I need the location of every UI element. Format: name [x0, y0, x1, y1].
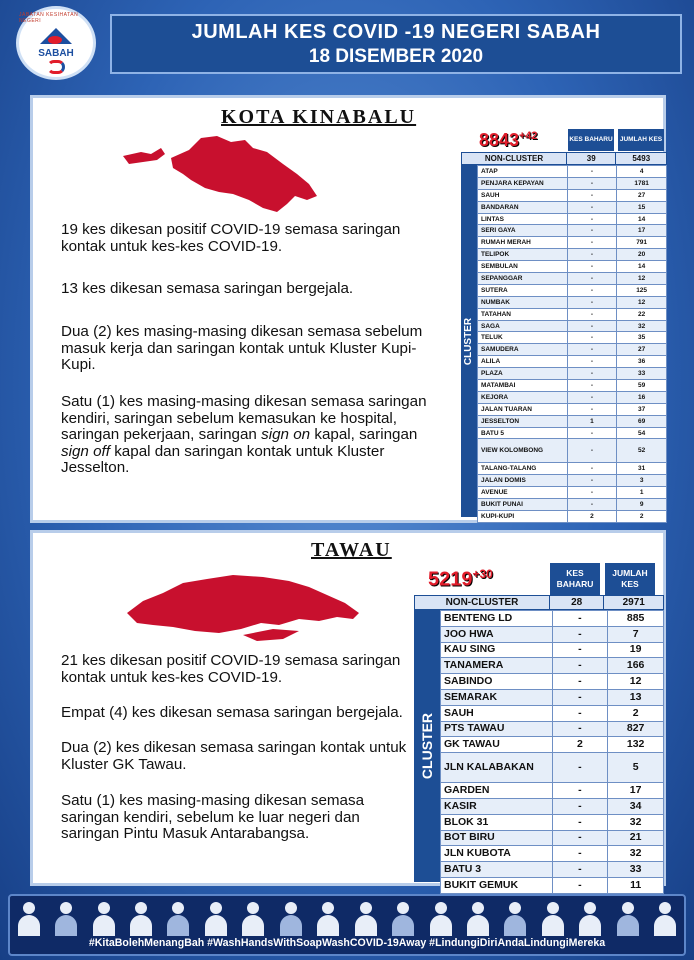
person-icon	[353, 900, 379, 936]
cluster-name-cell: BUKIT PUNAI	[478, 499, 568, 511]
table-row	[441, 705, 664, 721]
cluster-name-cell: SUTERA	[478, 284, 568, 296]
table-row	[478, 177, 667, 189]
kk-cluster-label: CLUSTER	[461, 165, 477, 517]
cluster-new-cell: -	[567, 249, 617, 261]
person-icon	[128, 900, 154, 936]
cluster-name-cell: BATU 3	[441, 862, 553, 878]
cluster-name-cell: JLN KUBOTA	[441, 846, 553, 862]
cluster-name-cell: PTS TAWAU	[441, 721, 553, 737]
cluster-name-cell: JALAN TUARAN	[478, 403, 568, 415]
cluster-new-cell: -	[567, 487, 617, 499]
cluster-new-cell: -	[567, 213, 617, 225]
cluster-new-cell: -	[552, 753, 608, 783]
cluster-name-cell: PENJARA KEPAYAN	[478, 177, 568, 189]
cluster-total-cell: 33	[617, 368, 667, 380]
cluster-new-cell: -	[552, 814, 608, 830]
table-row	[478, 332, 667, 344]
table-row	[478, 237, 667, 249]
cluster-new-cell: -	[567, 273, 617, 285]
frontliner-figures	[10, 898, 684, 936]
person-icon	[53, 900, 79, 936]
cluster-new-cell: -	[567, 368, 617, 380]
cluster-total-cell: 31	[617, 463, 667, 475]
cluster-total-cell: 54	[617, 427, 667, 439]
footer-banner	[8, 894, 686, 956]
cluster-new-cell: -	[552, 783, 608, 799]
table-row	[441, 658, 664, 674]
cluster-new-cell: -	[567, 166, 617, 178]
table-row	[478, 189, 667, 201]
tawau-col-total-cases: JUMLAH KES	[605, 563, 655, 595]
cluster-name-cell: JESSELTON	[478, 415, 568, 427]
person-icon	[465, 900, 491, 936]
kk-p4-sign-off: sign off	[61, 442, 110, 460]
table-row	[478, 475, 667, 487]
kk-p4-part-c: kapal dan saringan kontak untuk Kluster Jesselton.	[61, 442, 385, 477]
cluster-new-cell: 2	[552, 737, 608, 753]
person-icon	[502, 900, 528, 936]
person-icon	[390, 900, 416, 936]
cluster-total-cell: 1781	[617, 177, 667, 189]
kk-paragraph-2: 13 kes dikesan semasa saringan bergejala.	[61, 280, 354, 297]
kk-p4-part-a: Satu (1) kes masing-masing dikesan semasa saringan kendiri, saringan sebelum kemasukan ke hospital, saringan pekerjaan, saringan	[61, 393, 427, 444]
tawau-paragraph-4: Satu (1) kes masing-masing dikesan semasa saringan kendiri, sebelum ke luar negeri dan saringan Pintu Masuk Antarabangsa.	[61, 792, 365, 843]
cluster-new-cell: -	[567, 380, 617, 392]
footer-hashtags: #KitaBolehMenangBah #WashHandsWithSoapWashCOVID-19Away #LindungiDiriAndaLindungiMereka	[88, 937, 606, 949]
kk-non-cluster-row	[461, 152, 667, 165]
cluster-new-cell: -	[552, 674, 608, 690]
cluster-total-cell: 12	[608, 674, 664, 690]
cluster-name-cell: GARDEN	[441, 783, 553, 799]
tawau-non-cluster-total: 2971	[622, 597, 645, 608]
cluster-name-cell: KEJORA	[478, 391, 568, 403]
person-icon	[615, 900, 641, 936]
cluster-new-cell: -	[552, 877, 608, 893]
cluster-new-cell: -	[552, 689, 608, 705]
cluster-total-cell: 5	[608, 753, 664, 783]
cluster-new-cell: -	[567, 499, 617, 511]
cluster-name-cell: TELUK	[478, 332, 568, 344]
kota-kinabalu-map-icon	[121, 134, 321, 218]
table-row	[478, 463, 667, 475]
logo-s-icon	[47, 60, 65, 74]
table-row	[441, 814, 664, 830]
table-row	[478, 344, 667, 356]
cluster-total-cell: 12	[617, 273, 667, 285]
cluster-name-cell: KASIR	[441, 798, 553, 814]
cluster-total-cell: 33	[608, 862, 664, 878]
person-icon	[315, 900, 341, 936]
page-title: JUMLAH KES COVID -19 NEGERI SABAH	[191, 20, 601, 43]
cluster-total-cell: 20	[617, 249, 667, 261]
tawau-col-new-cases: KES BAHARU	[550, 563, 600, 595]
cluster-total-cell: 9	[617, 499, 667, 511]
cluster-new-cell: -	[552, 846, 608, 862]
cluster-name-cell: BENTENG LD	[441, 611, 553, 627]
cluster-new-cell: -	[567, 261, 617, 273]
cluster-name-cell: JLN KALABAKAN	[441, 753, 553, 783]
cluster-total-cell: 15	[617, 201, 667, 213]
cluster-total-cell: 12	[617, 296, 667, 308]
cluster-new-cell: -	[567, 475, 617, 487]
table-row	[441, 753, 664, 783]
table-row	[478, 320, 667, 332]
kk-non-cluster-new: 39	[567, 153, 617, 164]
cluster-name-cell: KUPI-KUPI	[478, 511, 568, 523]
table-row	[478, 261, 667, 273]
table-row	[478, 415, 667, 427]
cluster-total-cell: 11	[608, 877, 664, 893]
cluster-name-cell: SABINDO	[441, 674, 553, 690]
cluster-new-cell: -	[567, 356, 617, 368]
cluster-new-cell: -	[552, 862, 608, 878]
cluster-name-cell: BUKIT GEMUK	[441, 877, 553, 893]
cluster-name-cell: TANAMERA	[441, 658, 553, 674]
tawau-non-cluster-new: 28	[550, 596, 605, 609]
cluster-name-cell: GK TAWAU	[441, 737, 553, 753]
table-row	[478, 511, 667, 523]
cluster-new-cell: -	[567, 225, 617, 237]
cluster-new-cell: -	[567, 439, 617, 463]
cluster-new-cell: -	[567, 284, 617, 296]
cluster-total-cell: 4	[617, 166, 667, 178]
cluster-name-cell: SEMARAK	[441, 689, 553, 705]
cluster-name-cell: LINTAS	[478, 213, 568, 225]
table-row	[478, 201, 667, 213]
table-row	[478, 225, 667, 237]
cluster-name-cell: BANDARAN	[478, 201, 568, 213]
table-row	[478, 296, 667, 308]
cluster-total-cell: 37	[617, 403, 667, 415]
kk-paragraph-4	[61, 394, 433, 477]
cluster-new-cell: -	[567, 344, 617, 356]
tawau-paragraph-1: 21 kes dikesan positif COVID-19 semasa saringan kontak untuk kes-kes COVID-19.	[61, 652, 401, 686]
cluster-total-cell: 16	[617, 391, 667, 403]
page-date: 18 DISEMBER 2020	[308, 45, 484, 67]
cluster-new-cell: -	[567, 189, 617, 201]
cluster-name-cell: KAU SING	[441, 642, 553, 658]
table-row	[441, 737, 664, 753]
person-icon	[428, 900, 454, 936]
cluster-total-cell: 885	[608, 611, 664, 627]
cluster-total-cell: 13	[608, 689, 664, 705]
cluster-total-cell: 1	[617, 487, 667, 499]
table-row	[478, 403, 667, 415]
cluster-new-cell: -	[567, 391, 617, 403]
district-title: KOTA KINABALU	[221, 106, 417, 128]
cluster-name-cell: SAGA	[478, 320, 568, 332]
cluster-name-cell: RUMAH MERAH	[478, 237, 568, 249]
cluster-new-cell: -	[567, 332, 617, 344]
kk-paragraph-3: Dua (2) kes masing-masing dikesan semasa sebelum masuk kerja dan saringan kontak untuk Kluster Kupi-Kupi.	[61, 323, 423, 374]
cluster-new-cell: -	[567, 296, 617, 308]
cluster-name-cell: NUMBAK	[478, 296, 568, 308]
cluster-new-cell: -	[552, 721, 608, 737]
cluster-name-cell: SEMBULAN	[478, 261, 568, 273]
table-row	[478, 356, 667, 368]
tawau-cluster-table	[440, 610, 664, 894]
cluster-total-cell: 59	[617, 380, 667, 392]
cluster-total-cell: 22	[617, 308, 667, 320]
cluster-name-cell: SAMUDERA	[478, 344, 568, 356]
kota-kinabalu-panel	[30, 95, 666, 523]
cluster-new-cell: -	[567, 403, 617, 415]
cluster-name-cell: SAUH	[478, 189, 568, 201]
cluster-total-cell: 32	[608, 846, 664, 862]
cluster-name-cell: BLOK 31	[441, 814, 553, 830]
cluster-name-cell: ALILA	[478, 356, 568, 368]
cluster-total-cell: 35	[617, 332, 667, 344]
district-title: TAWAU	[311, 539, 392, 561]
kk-paragraph-1: 19 kes dikesan positif COVID-19 semasa saringan kontak untuk kes-kes COVID-19.	[61, 221, 401, 255]
cluster-new-cell: -	[567, 427, 617, 439]
table-row	[441, 611, 664, 627]
kk-non-cluster-total: 5493	[632, 154, 651, 163]
cluster-total-cell: 19	[608, 642, 664, 658]
tawau-total: $5219^{+30}$	[428, 567, 493, 591]
table-row	[478, 213, 667, 225]
tawau-paragraph-2: Empat (4) kes dikesan semasa saringan bergejala.	[61, 704, 403, 721]
cluster-total-cell: 125	[617, 284, 667, 296]
person-icon	[577, 900, 603, 936]
cluster-total-cell: 14	[617, 261, 667, 273]
cluster-new-cell: -	[552, 626, 608, 642]
table-row	[478, 427, 667, 439]
table-row	[441, 798, 664, 814]
cluster-total-cell: 34	[608, 798, 664, 814]
cluster-name-cell: TATAHAN	[478, 308, 568, 320]
page-title-box	[110, 14, 682, 74]
cluster-total-cell: 166	[608, 658, 664, 674]
table-row	[441, 830, 664, 846]
cluster-new-cell: -	[552, 830, 608, 846]
cluster-new-cell: -	[552, 658, 608, 674]
table-row	[441, 721, 664, 737]
tawau-non-cluster-row	[414, 595, 664, 610]
cluster-name-cell: JOO HWA	[441, 626, 553, 642]
cluster-total-cell: 17	[617, 225, 667, 237]
cluster-name-cell: MATAMBAI	[478, 380, 568, 392]
table-row	[478, 308, 667, 320]
cluster-name-cell: BATU 5	[478, 427, 568, 439]
cluster-total-cell: 2	[608, 705, 664, 721]
cluster-name-cell: TALANG-TALANG	[478, 463, 568, 475]
logo-name: SABAH	[38, 48, 74, 59]
cluster-name-cell: SAUH	[441, 705, 553, 721]
kk-col-total-cases: JUMLAH KES	[618, 129, 664, 151]
cluster-new-cell: -	[567, 463, 617, 475]
cluster-name-cell: PLAZA	[478, 368, 568, 380]
person-icon	[16, 900, 42, 936]
kk-col-new-cases: KES BAHARU	[568, 129, 614, 151]
table-row	[441, 626, 664, 642]
tawau-paragraph-3: Dua (2) kes dikesan semasa saringan kontak untuk Kluster GK Tawau.	[61, 739, 407, 773]
tawau-non-cluster-label: NON-CLUSTER	[415, 596, 550, 609]
table-row	[478, 166, 667, 178]
cluster-total-cell: 132	[608, 737, 664, 753]
table-row	[478, 368, 667, 380]
mountain-icon	[36, 26, 76, 46]
cluster-new-cell: -	[552, 798, 608, 814]
cluster-name-cell: VIEW KOLOMBONG	[478, 439, 568, 463]
table-row	[441, 689, 664, 705]
cluster-total-cell: 7	[608, 626, 664, 642]
kk-cluster-table	[477, 165, 667, 523]
tawau-map-icon	[123, 573, 363, 643]
table-row	[441, 642, 664, 658]
table-row	[478, 380, 667, 392]
cluster-total-cell: 2	[617, 511, 667, 523]
person-icon	[240, 900, 266, 936]
person-icon	[91, 900, 117, 936]
cluster-total-cell: 791	[617, 237, 667, 249]
jkn-sabah-logo	[16, 6, 96, 80]
cluster-new-cell: 1	[567, 415, 617, 427]
kk-p4-sign-on: sign on	[261, 426, 311, 444]
table-row	[441, 783, 664, 799]
table-row	[441, 674, 664, 690]
kk-total: $8843^{+42}$	[479, 130, 538, 150]
table-row	[478, 391, 667, 403]
cluster-total-cell: 32	[608, 814, 664, 830]
cluster-total-cell: 32	[617, 320, 667, 332]
cluster-name-cell: JALAN DOMIS	[478, 475, 568, 487]
cluster-new-cell: -	[567, 237, 617, 249]
cluster-total-cell: 27	[617, 189, 667, 201]
cluster-new-cell: -	[552, 611, 608, 627]
cluster-new-cell: -	[567, 320, 617, 332]
table-row	[478, 439, 667, 463]
person-icon	[652, 900, 678, 936]
tawau-total-new: +30	[472, 567, 493, 581]
table-row	[478, 273, 667, 285]
person-icon	[278, 900, 304, 936]
kk-total-new: +42	[519, 130, 538, 142]
kk-non-cluster-label: NON-CLUSTER	[462, 153, 567, 164]
cluster-total-cell: 52	[617, 439, 667, 463]
cluster-total-cell: 21	[608, 830, 664, 846]
cluster-name-cell: BOT BIRU	[441, 830, 553, 846]
table-row	[478, 284, 667, 296]
tawau-cluster-label: CLUSTER	[414, 610, 440, 882]
cluster-name-cell: TELIPOK	[478, 249, 568, 261]
cluster-total-cell: 827	[608, 721, 664, 737]
table-row	[478, 249, 667, 261]
person-icon	[540, 900, 566, 936]
cluster-new-cell: 2	[567, 511, 617, 523]
cluster-name-cell: SEPANGGAR	[478, 273, 568, 285]
cluster-new-cell: -	[567, 177, 617, 189]
cluster-total-cell: 3	[617, 475, 667, 487]
cluster-name-cell: AVENUE	[478, 487, 568, 499]
table-row	[441, 862, 664, 878]
cluster-name-cell: SERI GAYA	[478, 225, 568, 237]
kk-p4-part-b: kapal, saringan	[314, 426, 418, 444]
cluster-total-cell: 36	[617, 356, 667, 368]
tawau-panel	[30, 530, 666, 891]
logo-arc-text: JABATAN KESIHATAN NEGERI	[19, 12, 79, 24]
cluster-new-cell: -	[552, 642, 608, 658]
cluster-new-cell: -	[567, 308, 617, 320]
table-row	[441, 877, 664, 893]
cluster-total-cell: 14	[617, 213, 667, 225]
table-row	[478, 487, 667, 499]
cluster-new-cell: -	[552, 705, 608, 721]
cluster-total-cell: 17	[608, 783, 664, 799]
cluster-name-cell: ATAP	[478, 166, 568, 178]
person-icon	[203, 900, 229, 936]
cluster-new-cell: -	[567, 201, 617, 213]
cluster-total-cell: 27	[617, 344, 667, 356]
person-icon	[165, 900, 191, 936]
cluster-total-cell: 69	[617, 415, 667, 427]
table-row	[478, 499, 667, 511]
table-row	[441, 846, 664, 862]
